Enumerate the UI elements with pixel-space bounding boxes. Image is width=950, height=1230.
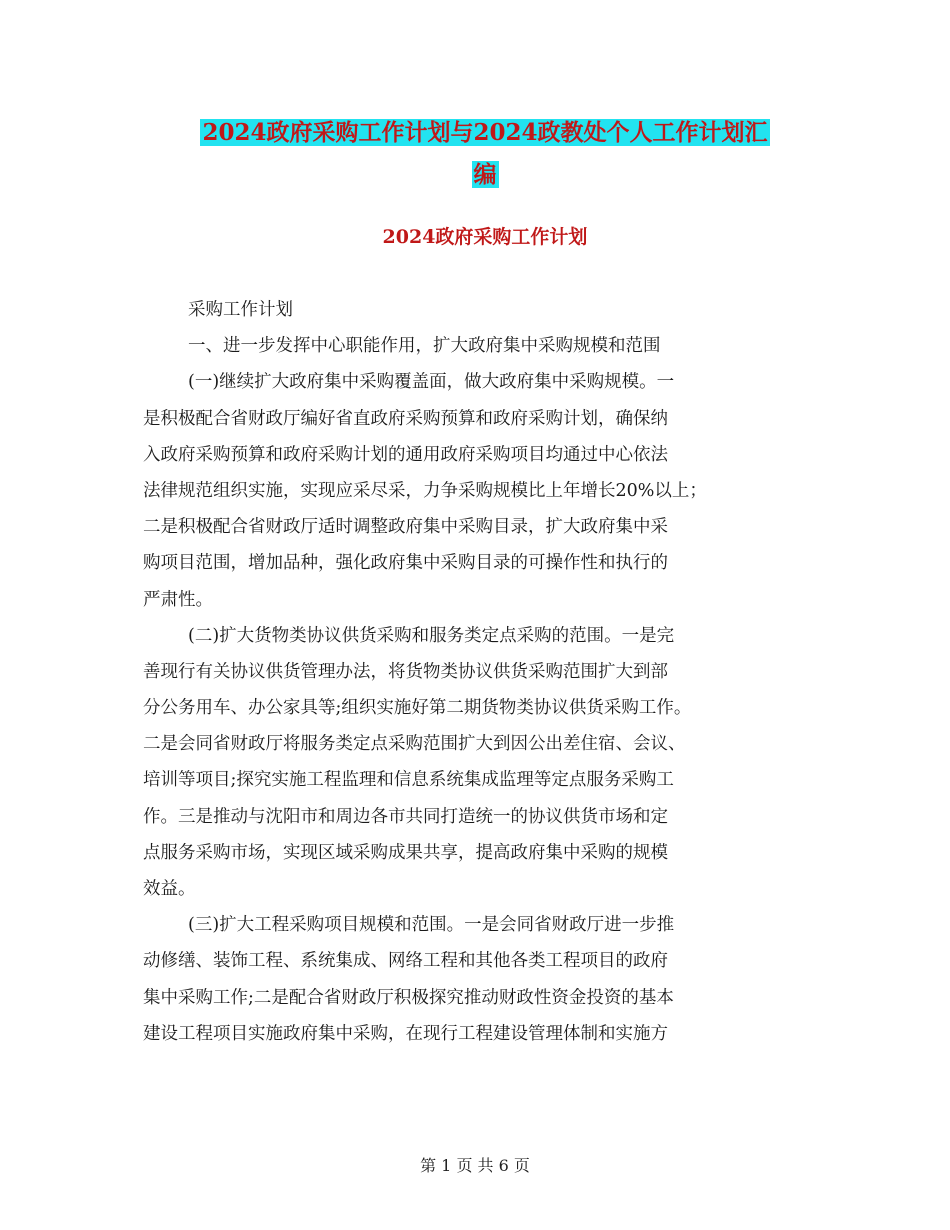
text-line: 动修缮、装饰工程、系统集成、网络工程和其他各类工程项目的政府 <box>143 951 668 972</box>
text-line: 二是会同省财政厅将服务类定点采购范围扩大到因公出差住宿、会议、 <box>143 734 686 755</box>
text-line: 集中采购工作;二是配合省财政厅积极探究推动财政性资金投资的基本 <box>143 987 674 1008</box>
text-line: (三)扩大工程采购项目规模和范围。一是会同省财政厅进一步推 <box>188 915 675 936</box>
text-line: 培训等项目;探究实施工程监理和信息系统集成监理等定点服务采购工 <box>143 770 674 791</box>
page-footer: 第 1 页 共 6 页 <box>420 1156 530 1175</box>
title-line-2: 编 <box>473 161 497 188</box>
text-line: 采购工作计划 <box>188 300 293 320</box>
text-line: 一、进一步发挥中心职能作用，扩大政府集中采购规模和范围 <box>188 336 661 357</box>
text-line: 购项目范围，增加品种，强化政府集中采购目录的可操作性和执行的 <box>143 553 668 574</box>
text-line: 效益。 <box>143 879 196 899</box>
text-line: 善现行有关协议供货管理办法，将货物类协议供货采购范围扩大到部 <box>143 661 668 682</box>
text-line: 点服务采购市场，实现区域采购成果共享，提高政府集中采购的规模 <box>143 842 668 863</box>
text-line: 作。三是推动与沈阳市和周边各市共同打造统一的协议供货市场和定 <box>143 806 668 827</box>
text-line: 严肃性。 <box>143 589 213 610</box>
section-title: 2024政府采购工作计划 <box>382 226 588 248</box>
text-line: (二)扩大货物类协议供货采购和服务类定点采购的范围。一是完 <box>188 625 675 646</box>
text-line: 分公务用车、办公家具等;组织实施好第二期货物类协议供货采购工作。 <box>143 698 692 719</box>
title-line-1: 2024政府采购工作计划与2024政教处个人工作计划汇 <box>202 119 768 146</box>
text-line: 是积极配合省财政厅编好省直政府采购预算和政府采购计划，确保纳 <box>143 408 668 429</box>
document-title <box>140 112 830 196</box>
text-line: 法律规范组织实施，实现应采尽采，力争采购规模比上年增长20%以上； <box>143 480 707 501</box>
text-line: 二是积极配合省财政厅适时调整政府集中采购目录，扩大政府集中采 <box>143 517 668 538</box>
body-text <box>143 292 823 1052</box>
text-line: 建设工程项目实施政府集中采购，在现行工程建设管理体制和实施方 <box>143 1023 668 1044</box>
text-line: 入政府采购预算和政府采购计划的通用政府采购项目均通过中心依法 <box>143 444 668 465</box>
text-line: (一)继续扩大政府集中采购覆盖面，做大政府集中采购规模。一 <box>188 372 675 393</box>
